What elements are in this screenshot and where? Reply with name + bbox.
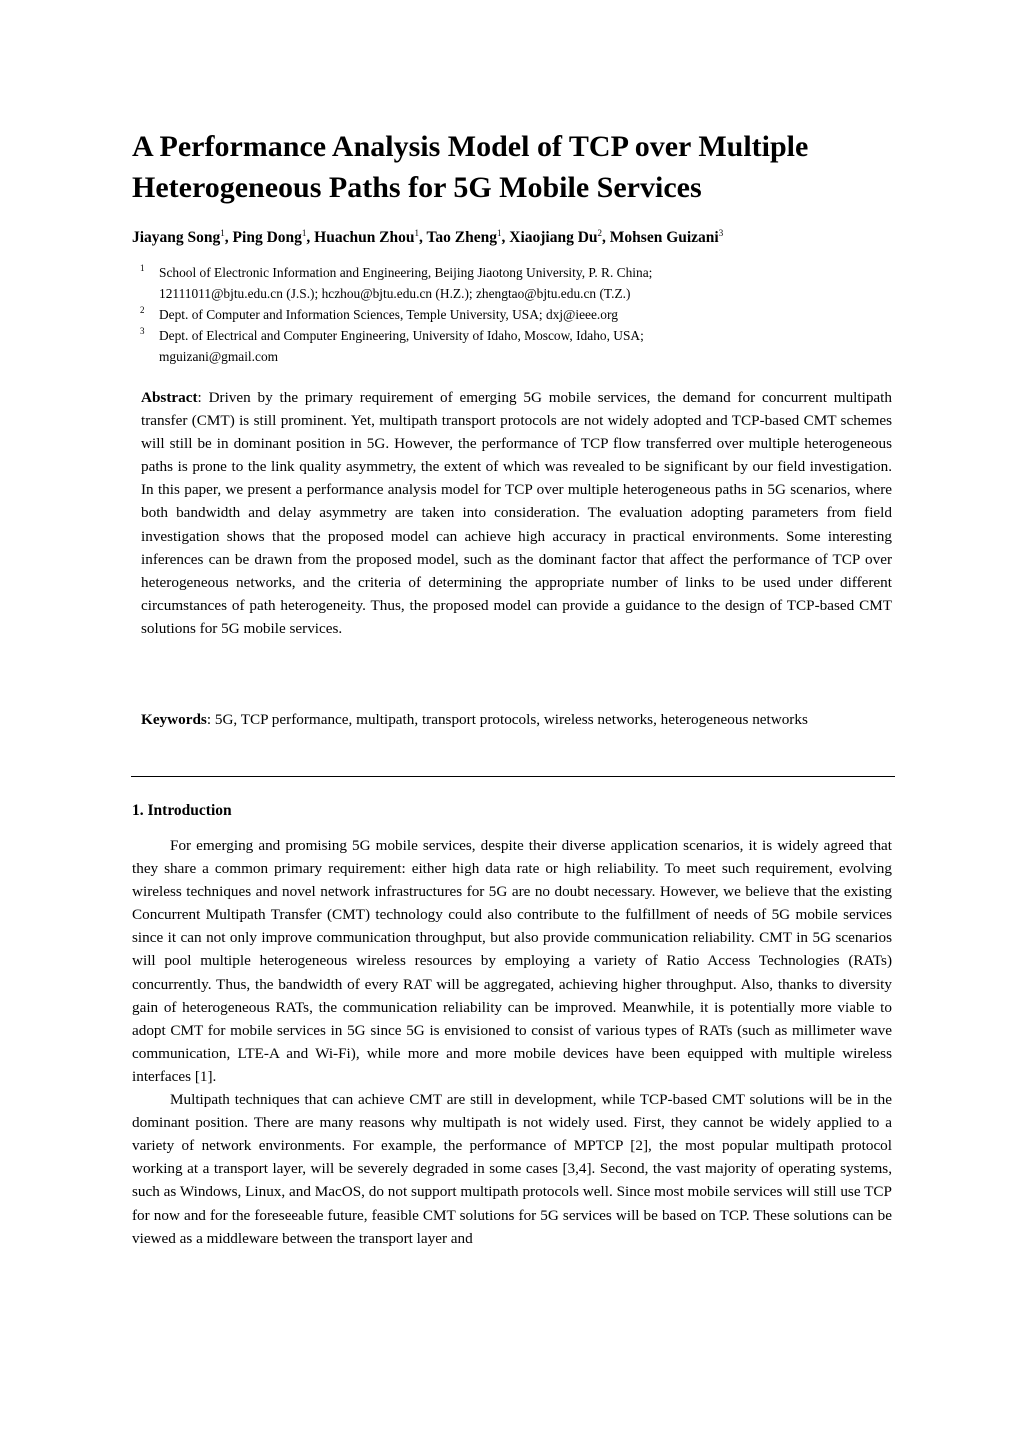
abstract-label: Abstract xyxy=(141,389,198,406)
affiliation-emails: mguizani@gmail.com xyxy=(159,349,279,364)
author-list: Jiayang Song$^1$, Ping Dong$^1$, Huachun Zhou$^1$, Tao Zheng$^1$, Xiaojiang Du$^2$, Mohsen Guizani$^3$ xyxy=(132,227,724,246)
affiliation-number: 2 xyxy=(140,305,145,315)
author-affiliation-mark: 1 xyxy=(301,227,307,238)
body-paragraph: For emerging and promising 5G mobile services, despite their diverse application scenarios, it is widely agreed that they share a common primary requirement: either high data rate or high reliability. To meet such requirement, evolving wireless techniques and novel network infrastructures for 5G are no doubt necessary. However, we believe that the existing Concurrent Multipath Transfer (CMT) technology could also contribute to the fulfillment of needs of 5G mobile services since it can not only improve communication throughput, but also provide communication reliability. CMT in 5G scenarios will pool multiple heterogeneous wireless resources by employing a variety of Ratio Access Technologies (RATs) concurrently. Thus, the bandwidth of every RAT will be aggregated, achieving higher throughput. Also, thanks to diversity gain of heterogeneous RATs, the communication reliability can be improved. Meanwhile, it is potentially more viable to adopt CMT for mobile services in 5G since 5G is envisioned to consist of various types of RATs (such as millimeter wave communication, LTE-A and Wi-Fi), while more and more mobile devices have been equipped with multiple wireless interfaces [1]. xyxy=(132,837,892,1085)
author-affiliation-mark: 3 xyxy=(718,227,724,238)
keywords-label: Keywords xyxy=(141,711,207,728)
paper-title: A Performance Analysis Model of TCP over Multiple Heterogeneous Paths for 5G Mobile Services xyxy=(132,130,809,204)
affiliation-text: Dept. of Electrical and Computer Engineering, University of Idaho, Moscow, Idaho, USA; xyxy=(159,328,644,343)
author-name: Ping Dong xyxy=(232,229,302,246)
affiliation-text: Dept. of Computer and Information Sciences, Temple University, USA; dxj@ieee.org xyxy=(159,307,618,322)
author-affiliation-mark: 1 xyxy=(220,227,225,238)
affiliation-number: 3 xyxy=(140,326,145,336)
author-affiliation-mark: 1 xyxy=(414,227,420,238)
author-name: Mohsen Guizani xyxy=(609,229,719,246)
keywords-text: 5G, TCP performance, multipath, transport protocols, wireless networks, heterogeneous networks xyxy=(214,711,808,728)
section-heading: 1. Introduction xyxy=(132,802,232,819)
author-name: Xiaojiang Du xyxy=(509,229,598,246)
section-divider xyxy=(131,776,895,777)
affiliation-emails: 12111011@bjtu.edu.cn (J.S.); hczhou@bjtu.edu.cn (H.Z.); zhengtao@bjtu.edu.cn (T.Z.) xyxy=(159,286,631,301)
body-paragraph: Multipath techniques that can achieve CMT are still in development, while TCP-based CMT solutions will be in the dominant position. There are many reasons why multipath is not widely used. First, they cannot be widely applied to a variety of network environments. For example, the performance of MPTCP [2], the most popular multipath protocol working at a transport layer, will be severely degraded in some cases [3,4]. Second, the vast majority of operating systems, such as Windows, Linux, and MacOS, do not support multipath protocols well. Since most mobile services will still use TCP for now and for the foreseeable future, feasible CMT solutions for 5G services will be based on TCP. These solutions can be viewed as a middleware between the transport layer and xyxy=(132,1091,892,1247)
keywords: Keywords: 5G, TCP performance, multipath, transport protocols, wireless networks, heterogeneous networks xyxy=(141,711,808,728)
author-name: Jiayang Song xyxy=(132,229,221,246)
author-affiliation-mark: 1 xyxy=(497,227,502,238)
abstract-text: Driven by the primary requirement of emerging 5G mobile services, the demand for concurrent multipath transfer (CMT) is still prominent. Yet, multipath transport protocols are not widely adopted and TCP-based CMT schemes will still be in dominant position in 5G. However, the performance of TCP flow transferred over multiple heterogeneous paths is prone to the link quality asymmetry, the extent of which was revealed to be significant by our field investigation. In this paper, we present a performance analysis model for TCP over multiple heterogeneous paths in 5G scenarios, where both bandwidth and delay asymmetry are taken into consideration. The evaluation adopting parameters from field investigation shows that the proposed model can achieve high accuracy in practical environments. Some interesting inferences can be drawn from the proposed model, such as the dominant factor that affect the performance of TCP over heterogeneous networks, and the criteria of determining the appropriate number of links to be used under different circumstances of path heterogeneity. Thus, the proposed model can provide a guidance to the design of TCP-based CMT solutions for 5G mobile services. xyxy=(141,389,892,637)
affiliation-text: School of Electronic Information and Engineering, Beijing Jiaotong University, P. R. China; xyxy=(159,265,653,280)
affiliation-item xyxy=(140,325,900,367)
affiliation-item xyxy=(140,262,900,304)
section-body xyxy=(132,834,892,1250)
affiliation-number: 1 xyxy=(140,263,145,273)
abstract: Abstract: Driven by the primary requirement of emerging 5G mobile services, the demand for concurrent multipath transfer (CMT) is still prominent. Yet, multipath transport protocols are not widely adopted and TCP-based CMT schemes will still be in dominant position in 5G. However, the performance of TCP flow transferred over multiple heterogeneous paths is prone to the link quality asymmetry, the extent of which was revealed to be significant by our field investigation. In this paper, we present a performance analysis model for TCP over multiple heterogeneous paths in 5G scenarios, where both bandwidth and delay asymmetry are taken into consideration. The evaluation adopting parameters from field investigation shows that the proposed model can achieve high accuracy in practical environments. Some interesting inferences can be drawn from the proposed model, such as the dominant factor that affect the performance of TCP over heterogeneous networks, and the criteria of determining the appropriate number of links to be used under different circumstances of path heterogeneity. Thus, the proposed model can provide a guidance to the design of TCP-based CMT solutions for 5G mobile services. xyxy=(141,389,892,637)
author-name: Huachun Zhou xyxy=(314,229,415,246)
affiliation-list xyxy=(140,262,900,367)
author-name: Tao Zheng xyxy=(426,229,497,246)
affiliation-item xyxy=(140,304,900,325)
author-affiliation-mark: 2 xyxy=(597,227,603,238)
